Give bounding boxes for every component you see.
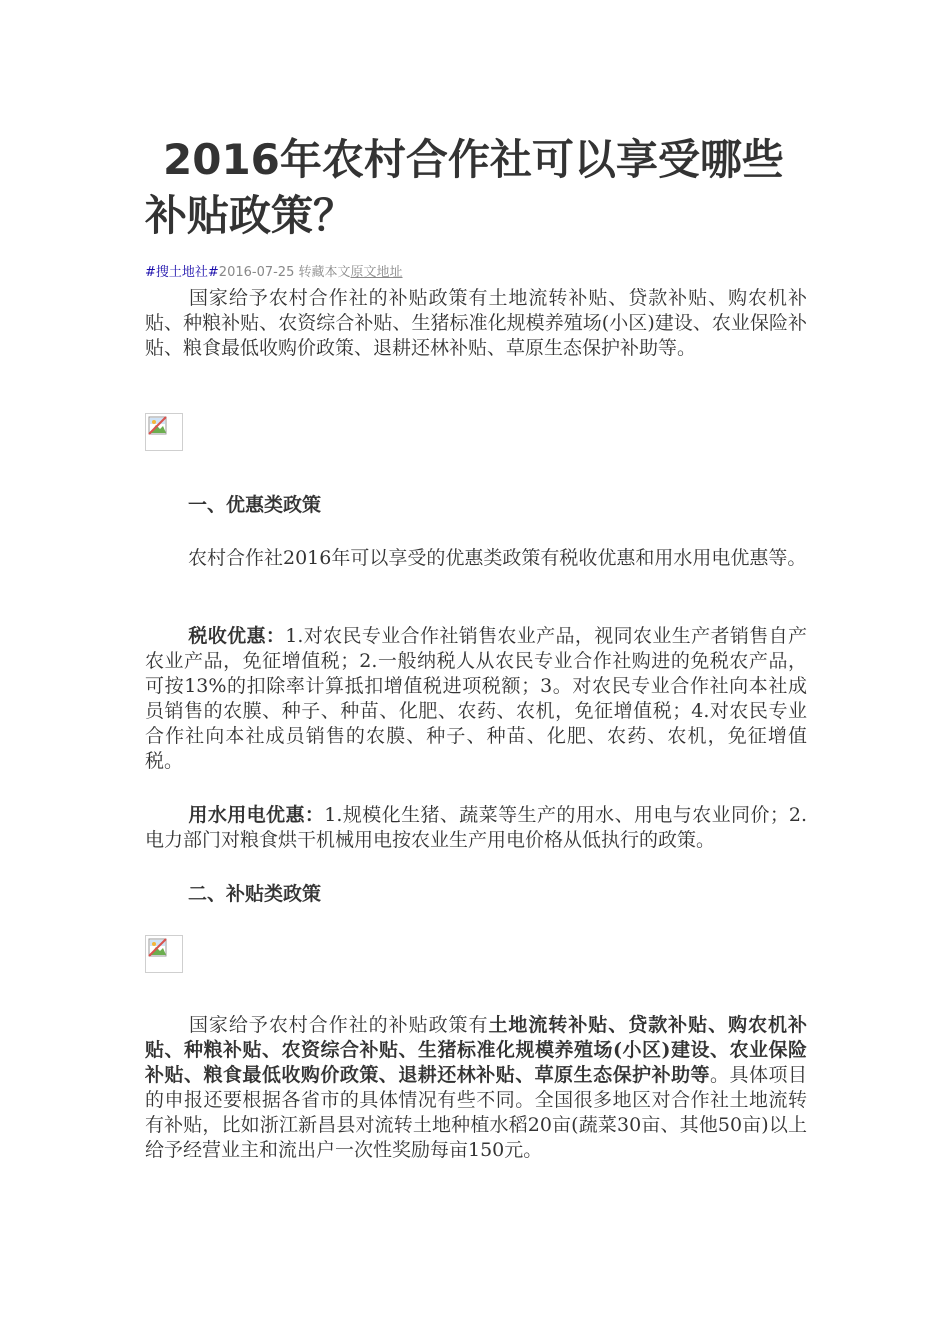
utility-paragraph	[145, 803, 807, 853]
section2-rest: 。具体项目的申报还要根据各省市的具体情况有些不同。全国很多地区对合作社土地流转有补贴，比如浙江新昌县对流转土地种植水稻20亩(蔬菜30亩、其他50亩)以上给予经营业主和流出户一次性奖励每亩150元。	[145, 1064, 807, 1161]
utility-label: 用水用电优惠：	[188, 804, 325, 826]
section2-heading: 二、补贴类政策	[188, 883, 322, 905]
section1-summary	[145, 546, 807, 571]
intro-paragraph	[145, 286, 807, 361]
repost-label[interactable]: 转藏本文	[298, 265, 351, 280]
post-date: 2016-07-25	[218, 265, 295, 280]
source-link[interactable]: 原文地址	[350, 265, 403, 280]
tax-label: 税收优惠：	[188, 625, 286, 647]
section2-bold-list: 土地流转补贴、贷款补贴、购农机补贴、种粮补贴、农资综合补贴、生猪标准化规模养殖场(小区)建设、农业保险补贴、粮食最低收购价政策、退耕还林补贴、草原生态保护补助等	[145, 1014, 807, 1086]
tax-paragraph	[145, 624, 807, 774]
section2-paragraph	[145, 1013, 807, 1163]
section1-heading: 一、优惠类政策	[188, 494, 322, 516]
section1-summary-text: 农村合作社2016年可以享受的优惠类政策有税收优惠和用水用电优惠等。	[188, 547, 807, 569]
article-meta	[145, 264, 403, 282]
utility-text: 1.规模化生猪、蔬菜等生产的用水、用电与农业同价；2.电力部门对粮食烘干机械用电按农业生产用电价格从低执行的政策。	[145, 804, 807, 851]
article-title	[145, 132, 825, 244]
broken-image-icon	[145, 413, 183, 451]
section2-lead: 国家给予农村合作社的补贴政策有	[188, 1014, 489, 1036]
tax-text: 1.对农民专业合作社销售农业产品，视同农业生产者销售自产农业产品，免征增值税；2.一般纳税人从农民专业合作社购进的免税农产品，可按13%的扣除率计算抵扣增值税进项税额；3。对农民专业合作社向本社成员销售的农膜、种子、种苗、化肥、农药、农机，免征增值税；4.对农民专业合作社向本社成员销售的农膜、种子、种苗、化肥、农药、农机，免征增值税。	[145, 625, 807, 772]
broken-image-icon	[145, 935, 183, 973]
tag-link[interactable]: #搜土地社#	[145, 265, 219, 280]
intro-text: 国家给予农村合作社的补贴政策有土地流转补贴、贷款补贴、购农机补贴、种粮补贴、农资综合补贴、生猪标准化规模养殖场(小区)建设、农业保险补贴、粮食最低收购价政策、退耕还林补贴、草原生态保护补助等。	[145, 287, 807, 359]
article-title-text: 2016年农村合作社可以享受哪些补贴政策？	[145, 135, 784, 240]
